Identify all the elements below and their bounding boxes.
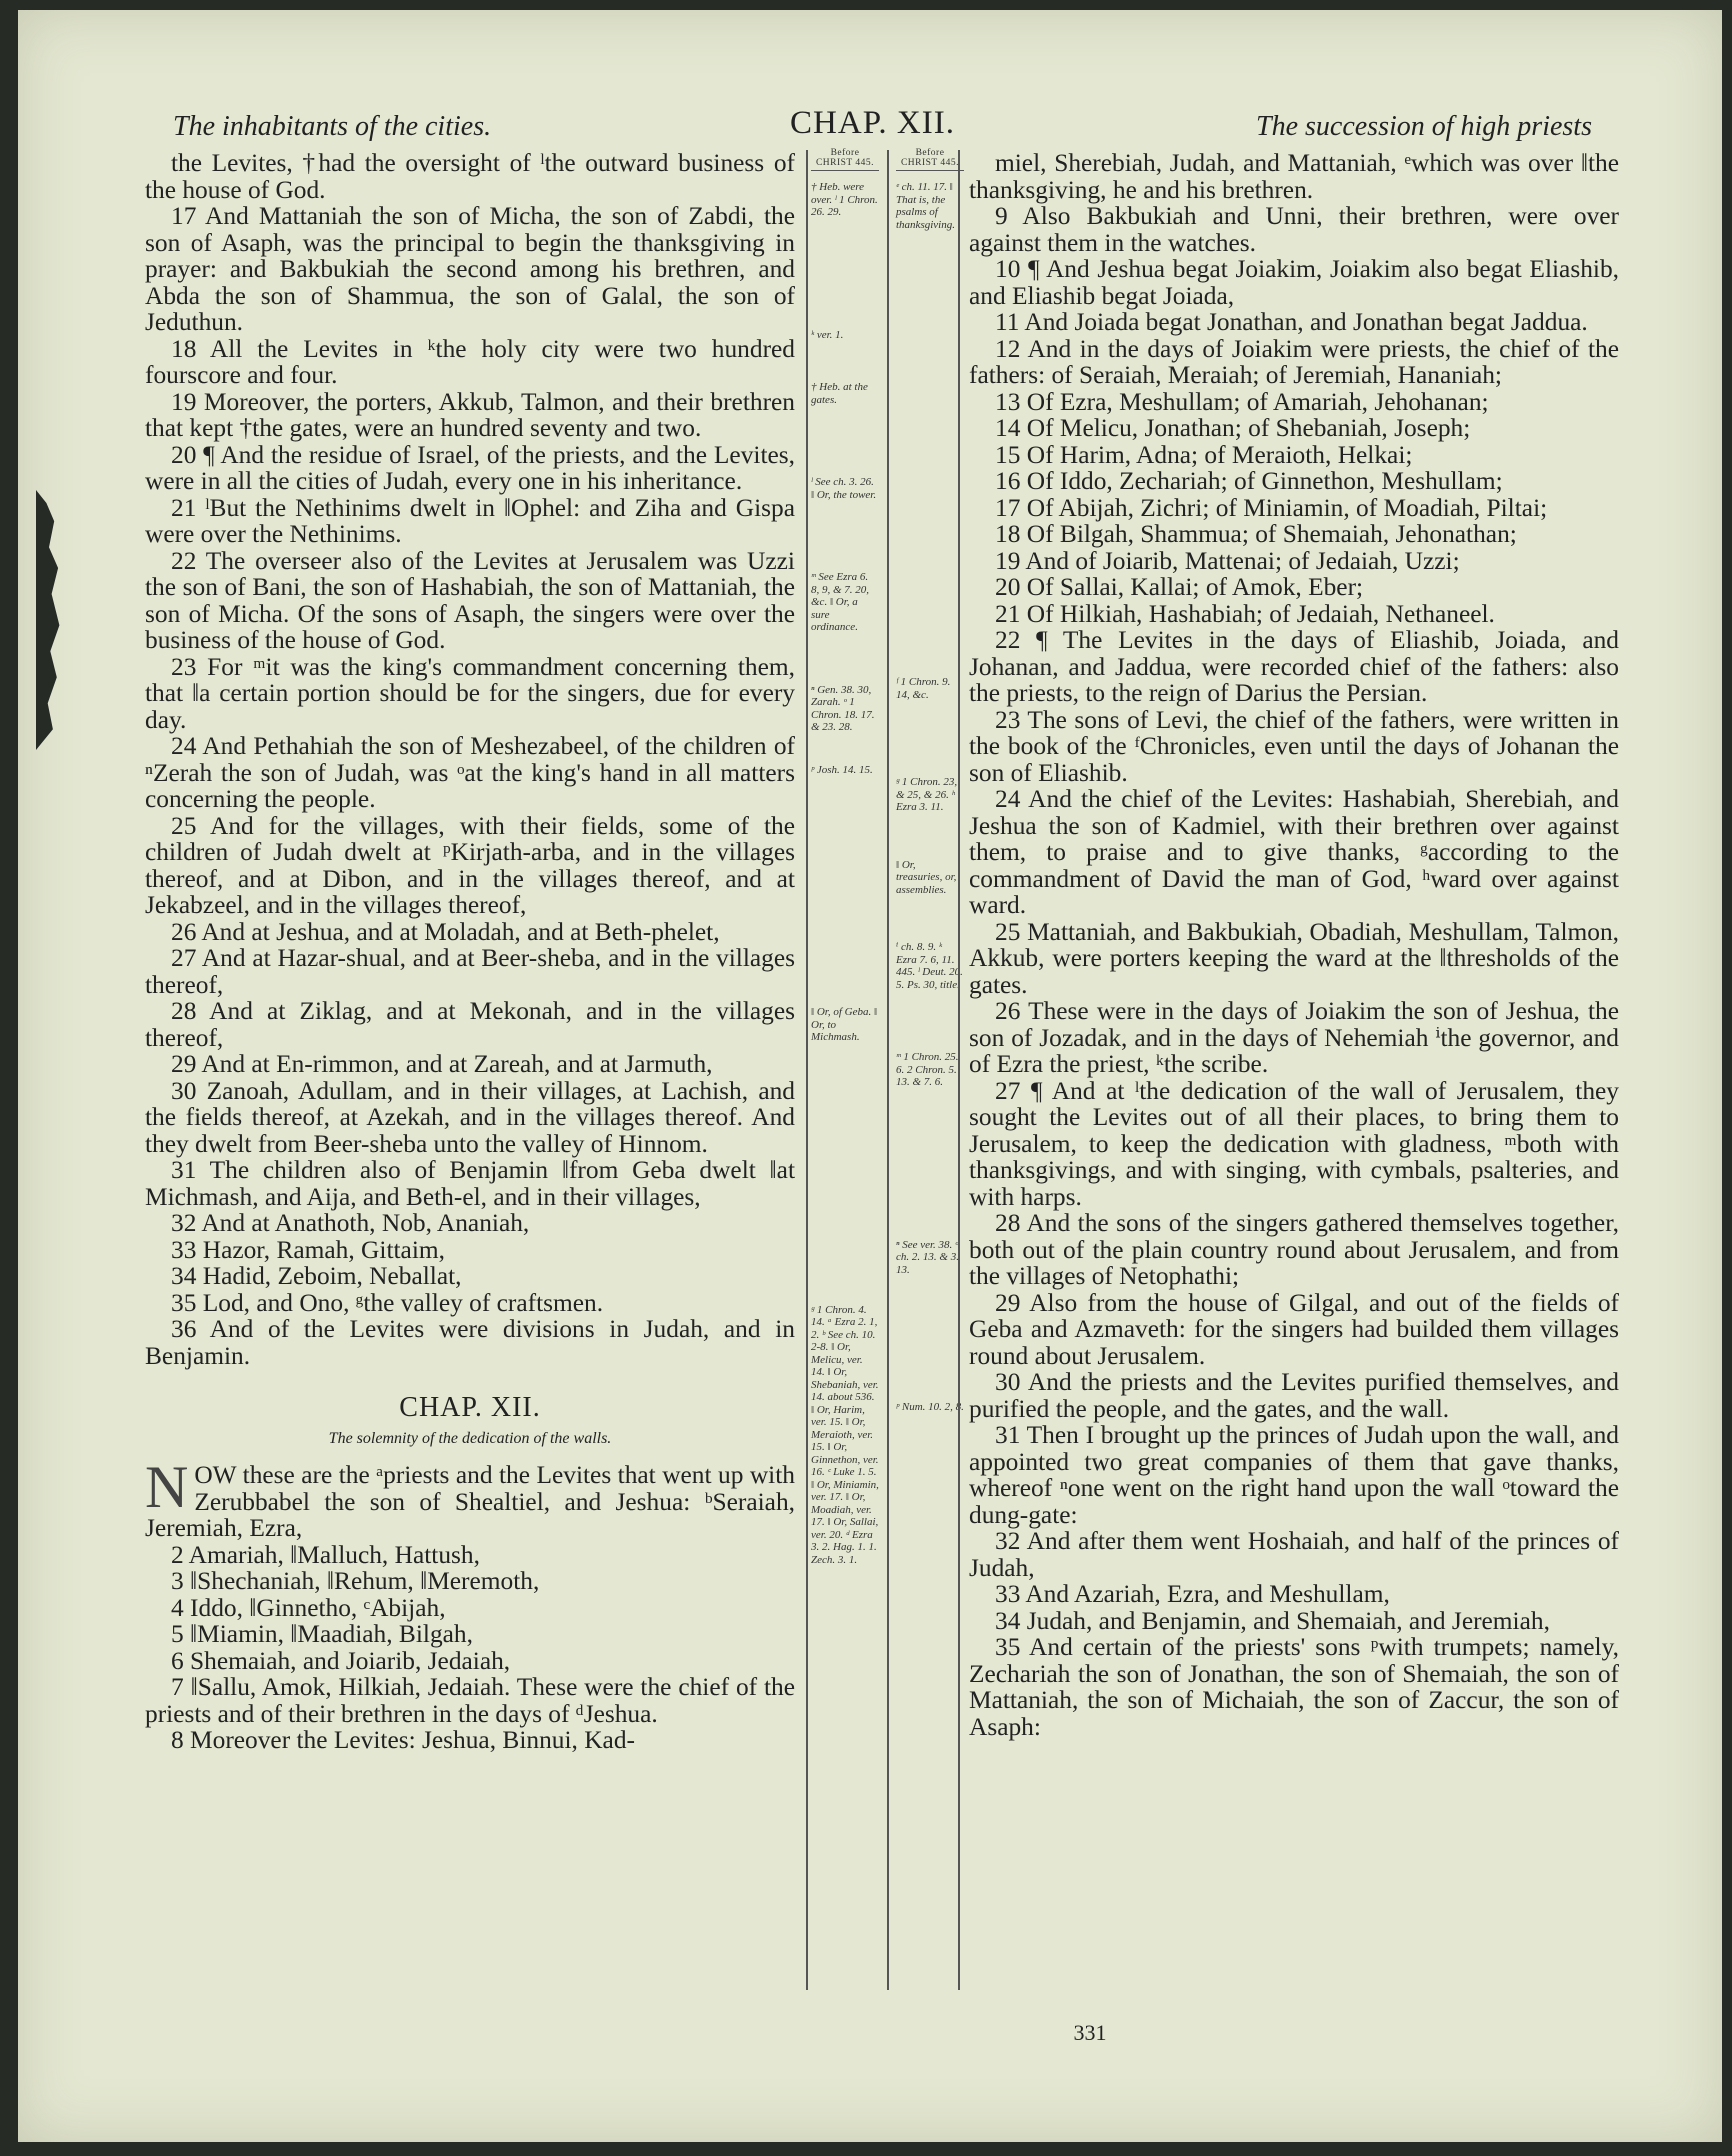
- margin-note: ᵐ See Ezra 6. 8, 9, & 7. 20, &c. ‖ Or, a sure ordinance.: [811, 571, 870, 633]
- verse: 30 Zanoah, Adullam, and in their villages, at Lachish, and the fields thereof, at Azekah, and in the villages thereof. And they dwelt from Beer-sheba unto the valley of Hinnom.: [145, 1076, 795, 1158]
- header-left: The inhabitants of the cities.: [173, 111, 492, 142]
- verse: 27 And at Hazar-shual, and at Beer-sheba, and in the villages thereof,: [145, 944, 795, 999]
- verse: 27 ¶ And at ˡthe dedication of the wall of Jerusalem, they sought the Levites out of all their places, to bring them to Jerusalem, to keep the dedication with gladness, ᵐboth with thanksgivings, and with singing, with cymbals, psalteries, and with harps.: [969, 1076, 1619, 1211]
- margin-note: ᵐ 1 Chron. 25. 6. 2 Chron. 5. 13. & 7. 6.: [896, 1051, 959, 1088]
- header-center: CHAP. XII.: [790, 105, 955, 141]
- verse: 23 The sons of Levi, the chief of the fathers, were written in the book of the ᶠChronicles, even until the days of Johanan the son of Eliashib.: [969, 705, 1619, 787]
- verse: 19 Moreover, the porters, Akkub, Talmon, and their brethren that kept †the gates, were an hundred seventy and two.: [145, 387, 795, 442]
- before-christ-label: Before CHRIST 445.: [896, 148, 964, 171]
- verse: 18 All the Levites in ᵏthe holy city were two hundred fourscore and four.: [145, 334, 795, 389]
- verse: 15 Of Harim, Adna; of Meraioth, Helkai;: [995, 440, 1413, 469]
- verse: 29 Also from the house of Gilgal, and out of the fields of Geba and Azmaveth: for the singers had builded them villages round about Jerusalem.: [969, 1288, 1619, 1370]
- verse: 9 Also Bakbukiah and Unni, their brethren, were over against them in the watches.: [969, 202, 1619, 257]
- drop-cap: N: [145, 1454, 189, 1520]
- verse: 31 The children also of Benjamin ‖from Geba dwelt ‖at Michmash, and Aija, and Beth-el, and in their villages,: [145, 1156, 795, 1211]
- verse: 22 ¶ The Levites in the days of Eliashib, Joiada, and Johanan, and Jaddua, were recorded chief of the fathers: also the priests, to the reign of Darius the Persian.: [969, 626, 1619, 707]
- verse: 10 ¶ And Jeshua begat Joiakim, Joiakim also begat Eliashib, and Eliashib begat Joiada,: [969, 255, 1619, 310]
- verse: 14 Of Melicu, Jonathan; of Shebaniah, Joseph;: [995, 414, 1471, 442]
- verse: 30 And the priests and the Levites purified themselves, and purified the people, and the gates, and the wall.: [969, 1368, 1619, 1423]
- margin-note: ˡ See ch. 3. 26. ‖ Or, the tower.: [811, 476, 877, 501]
- verse: 36 And of the Levites were divisions in Judah, and in Benjamin.: [145, 1315, 795, 1370]
- margin-note: ᵍ 1 Chron. 4. 14. ᵃ Ezra 2. 1, 2. ᵇ See ch. 10. 2-8. ‖ Or, Melicu, ver. 14. ‖ Or, Shebaniah, ver. 14. about 536. ‖ Or, Harim, ver. 15. ‖ Or, Meraioth, ver. 15. ‖ Or, Ginnethon, ver. 16. ᶜ Luke 1. 5. ‖ Or, Miniamin, ver. 17. ‖ Or, Moadiah, ver. 17. ‖ Or, Sallai, ver. 20. ᵈ Ezra 3. 2. Hag. 1. 1. Zech. 3. 1.: [811, 1303, 879, 1566]
- verse: the Levites, †had the oversight of ˡthe outward business of the house of God.: [145, 149, 795, 204]
- verse: 29 And at En-rimmon, and at Zareah, and at Jarmuth,: [171, 1050, 713, 1078]
- margin-note: ᵏ ver. 1.: [811, 328, 844, 341]
- verse: 34 Judah, and Benjamin, and Shemaiah, and Jeremiah,: [995, 1606, 1550, 1635]
- verse: 28 And at Ziklag, and at Mekonah, and in the villages thereof,: [145, 997, 795, 1052]
- before-christ-label: Before CHRIST 445.: [811, 148, 879, 171]
- verse: 32 And at Anathoth, Nob, Ananiah,: [171, 1209, 530, 1237]
- verse: 7 ‖Sallu, Amok, Hilkiah, Jedaiah. These were the chief of the priests and of their brethren in the days of ᵈJeshua.: [145, 1673, 795, 1728]
- verse: 13 Of Ezra, Meshullam; of Amariah, Jehohanan;: [995, 387, 1489, 416]
- verse: 21 Of Hilkiah, Hashabiah; of Jedaiah, Nethaneel.: [995, 599, 1495, 628]
- verse: miel, Sherebiah, Judah, and Mattaniah, ᵉwhich was over ‖the thanksgiving, he and his brethren.: [969, 149, 1619, 204]
- margin-notes-right: [896, 148, 964, 1420]
- verse: 28 And the sons of the singers gathered themselves together, both out of the plain country round about Jerusalem, and from the villages of Netophathi;: [969, 1209, 1619, 1290]
- verse: 26 And at Jeshua, and at Moladah, and at Beth-phelet,: [171, 917, 720, 946]
- column-rule: [887, 150, 889, 1990]
- chapter-heading: CHAP. XII.: [399, 1392, 541, 1423]
- verse: 35 Lod, and Ono, ᵍthe valley of craftsmen.: [171, 1288, 604, 1317]
- verse: 24 And the chief of the Levites: Hashabiah, Sherebiah, and Jeshua the son of Kadmiel, with their brethren over against them, to praise and to give thanks, ᵍaccording to the commandment of David the man of God, ʰward over against ward.: [969, 785, 1619, 919]
- margin-note: ‖ Or, of Geba. ‖ Or, to Michmash.: [811, 1006, 878, 1043]
- margin-notes-left: [811, 148, 879, 1572]
- verse: 8 Moreover the Levites: Jeshua, Binnui, Kad-: [171, 1726, 635, 1754]
- verse: 32 And after them went Hoshaiah, and half of the princes of Judah,: [969, 1527, 1619, 1582]
- chapter-subtitle: The solemnity of the dedication of the walls.: [328, 1429, 612, 1447]
- margin-note: ⁿ See ver. 38. ᵒ ch. 2. 13. & 3. 13.: [896, 1238, 959, 1276]
- margin-note: ᶠ 1 Chron. 9. 14, &c.: [896, 676, 951, 701]
- verse: 11 And Joiada begat Jonathan, and Jonathan begat Jaddua.: [995, 308, 1588, 336]
- margin-note: ‖ Or, treasuries, or, assemblies.: [896, 858, 957, 896]
- column-rule: [806, 150, 808, 1990]
- verse: 19 And of Joiarib, Mattenai; of Jedaiah, Uzzi;: [995, 546, 1460, 575]
- margin-note: ⁿ Gen. 38. 30, Zarah. ᵒ 1 Chron. 18. 17. & 23. 28.: [811, 683, 875, 733]
- left-column: [145, 150, 795, 1754]
- column-rule: [958, 150, 960, 1990]
- page-number: 331: [1073, 2020, 1107, 2045]
- margin-note: ᵖ Num. 10. 2, 8.: [896, 1401, 964, 1413]
- verse: 3 ‖Shechaniah, ‖Rehum, ‖Meremoth,: [171, 1567, 540, 1595]
- verse: 26 These were in the days of Joiakim the son of Jeshua, the son of Jozadak, and in the days of Nehemiah ⁱthe governor, and of Ezra the priest, ᵏthe scribe.: [969, 997, 1619, 1078]
- verse: 34 Hadid, Zeboim, Neballat,: [171, 1262, 462, 1290]
- verse: 24 And Pethahiah the son of Meshezabeel, of the children of ⁿZerah the son of Judah, was ᵒat the king's hand in all matters concerning the people.: [145, 732, 795, 813]
- verse: 16 Of Iddo, Zechariah; of Ginnethon, Meshullam;: [995, 467, 1503, 495]
- margin-note: † Heb. at the gates.: [811, 381, 868, 406]
- verse: 5 ‖Miamin, ‖Maadiah, Bilgah,: [171, 1620, 473, 1648]
- verse: 6 Shemaiah, and Joiarib, Jedaiah,: [171, 1646, 511, 1675]
- verse: 2 Amariah, ‖Malluch, Hattush,: [171, 1540, 480, 1569]
- verse: 17 Of Abijah, Zichri; of Miniamin, of Moadiah, Piltai;: [995, 493, 1548, 522]
- margin-note: † Heb. were over. ˡ 1 Chron. 26. 29.: [811, 181, 878, 218]
- verse: 25 Mattaniah, and Bakbukiah, Obadiah, Meshullam, Talmon, Akkub, were porters keeping the ward at the ‖thresholds of the gates.: [969, 917, 1619, 999]
- verse: 18 Of Bilgah, Shammua; of Shemaiah, Jehonathan;: [995, 520, 1517, 548]
- verse: 12 And in the days of Joiakim were priests, the chief of the fathers: of Seraiah, Meraiah; of Jeremiah, Hananiah;: [969, 334, 1619, 389]
- verse: 23 For ᵐit was the king's commandment concerning them, that ‖a certain portion should be for the singers, due for every day.: [145, 652, 795, 734]
- verse: 31 Then I brought up the princes of Judah upon the wall, and appointed two great companies of them that gave thanks, whereof ⁿone went on the right hand upon the wall ᵒtoward the dung-gate:: [969, 1421, 1619, 1529]
- scanned-page: [18, 10, 1722, 2142]
- opening-text: OW these are the ᵃpriests and the Levites that went up with Zerubbabel the son of Shealtiel, and Jeshua: ᵇSeraiah, Jeremiah, Ezra,: [145, 1461, 795, 1542]
- torn-edge: [36, 490, 62, 750]
- verse: 21 ˡBut the Nethinims dwelt in ‖Ophel: and Ziha and Gispa were over the Nethinims.: [145, 493, 795, 548]
- verse: 33 Hazor, Ramah, Gittaim,: [171, 1235, 445, 1264]
- verse: 25 And for the villages, with their fields, some of the children of Judah dwelt at ᵖKirjath-arba, and in the villages thereof, and at Dibon, and in the villages thereof, and at Jekabzeel, and in the villages thereof,: [145, 811, 795, 919]
- margin-note: ⁱ ch. 8. 9. ᵏ Ezra 7. 6, 11. 445. ˡ Deut. 20. 5. Ps. 30, title.: [896, 941, 963, 991]
- margin-note: ᵉ ch. 11. 17. ‖ That is, the psalms of thanksgiving.: [896, 181, 955, 231]
- header-right: The succession of high priests: [1256, 111, 1592, 142]
- right-column: [969, 150, 1619, 1740]
- margin-note: ᵖ Josh. 14. 15.: [811, 763, 873, 776]
- verse: 17 And Mattaniah the son of Micha, the son of Zabdi, the son of Asaph, was the principal to begin the thanksgiving in prayer: and Bakbukiah the second among his brethren, and Abda the son of Shammua, the son of Galal, the son of Jeduthun.: [145, 202, 795, 336]
- verse: 4 Iddo, ‖Ginnetho, ᶜAbijah,: [171, 1593, 446, 1622]
- chapter-opening: [145, 1454, 795, 1542]
- verse: 35 And certain of the priests' sons ᵖwith trumpets; namely, Zechariah the son of Jonathan, the son of Shemaiah, the son of Mattaniah, the son of Michaiah, the son of Zaccur, the son of Asaph:: [969, 1633, 1619, 1741]
- verse: 20 ¶ And the residue of Israel, of the priests, and the Levites, were in all the cities of Judah, every one in his inheritance.: [145, 440, 795, 495]
- verse: 20 Of Sallai, Kallai; of Amok, Eber;: [995, 573, 1364, 601]
- verse: 33 And Azariah, Ezra, and Meshullam,: [995, 1580, 1390, 1608]
- margin-note: ᵍ 1 Chron. 23, & 25, & 26. ʰ Ezra 3. 11.: [896, 776, 958, 813]
- verse: 22 The overseer also of the Levites at Jerusalem was Uzzi the son of Bani, the son of Hashabiah, the son of Mattaniah, the son of Micha. Of the sons of Asaph, the singers were over the business of the house of God.: [145, 546, 795, 654]
